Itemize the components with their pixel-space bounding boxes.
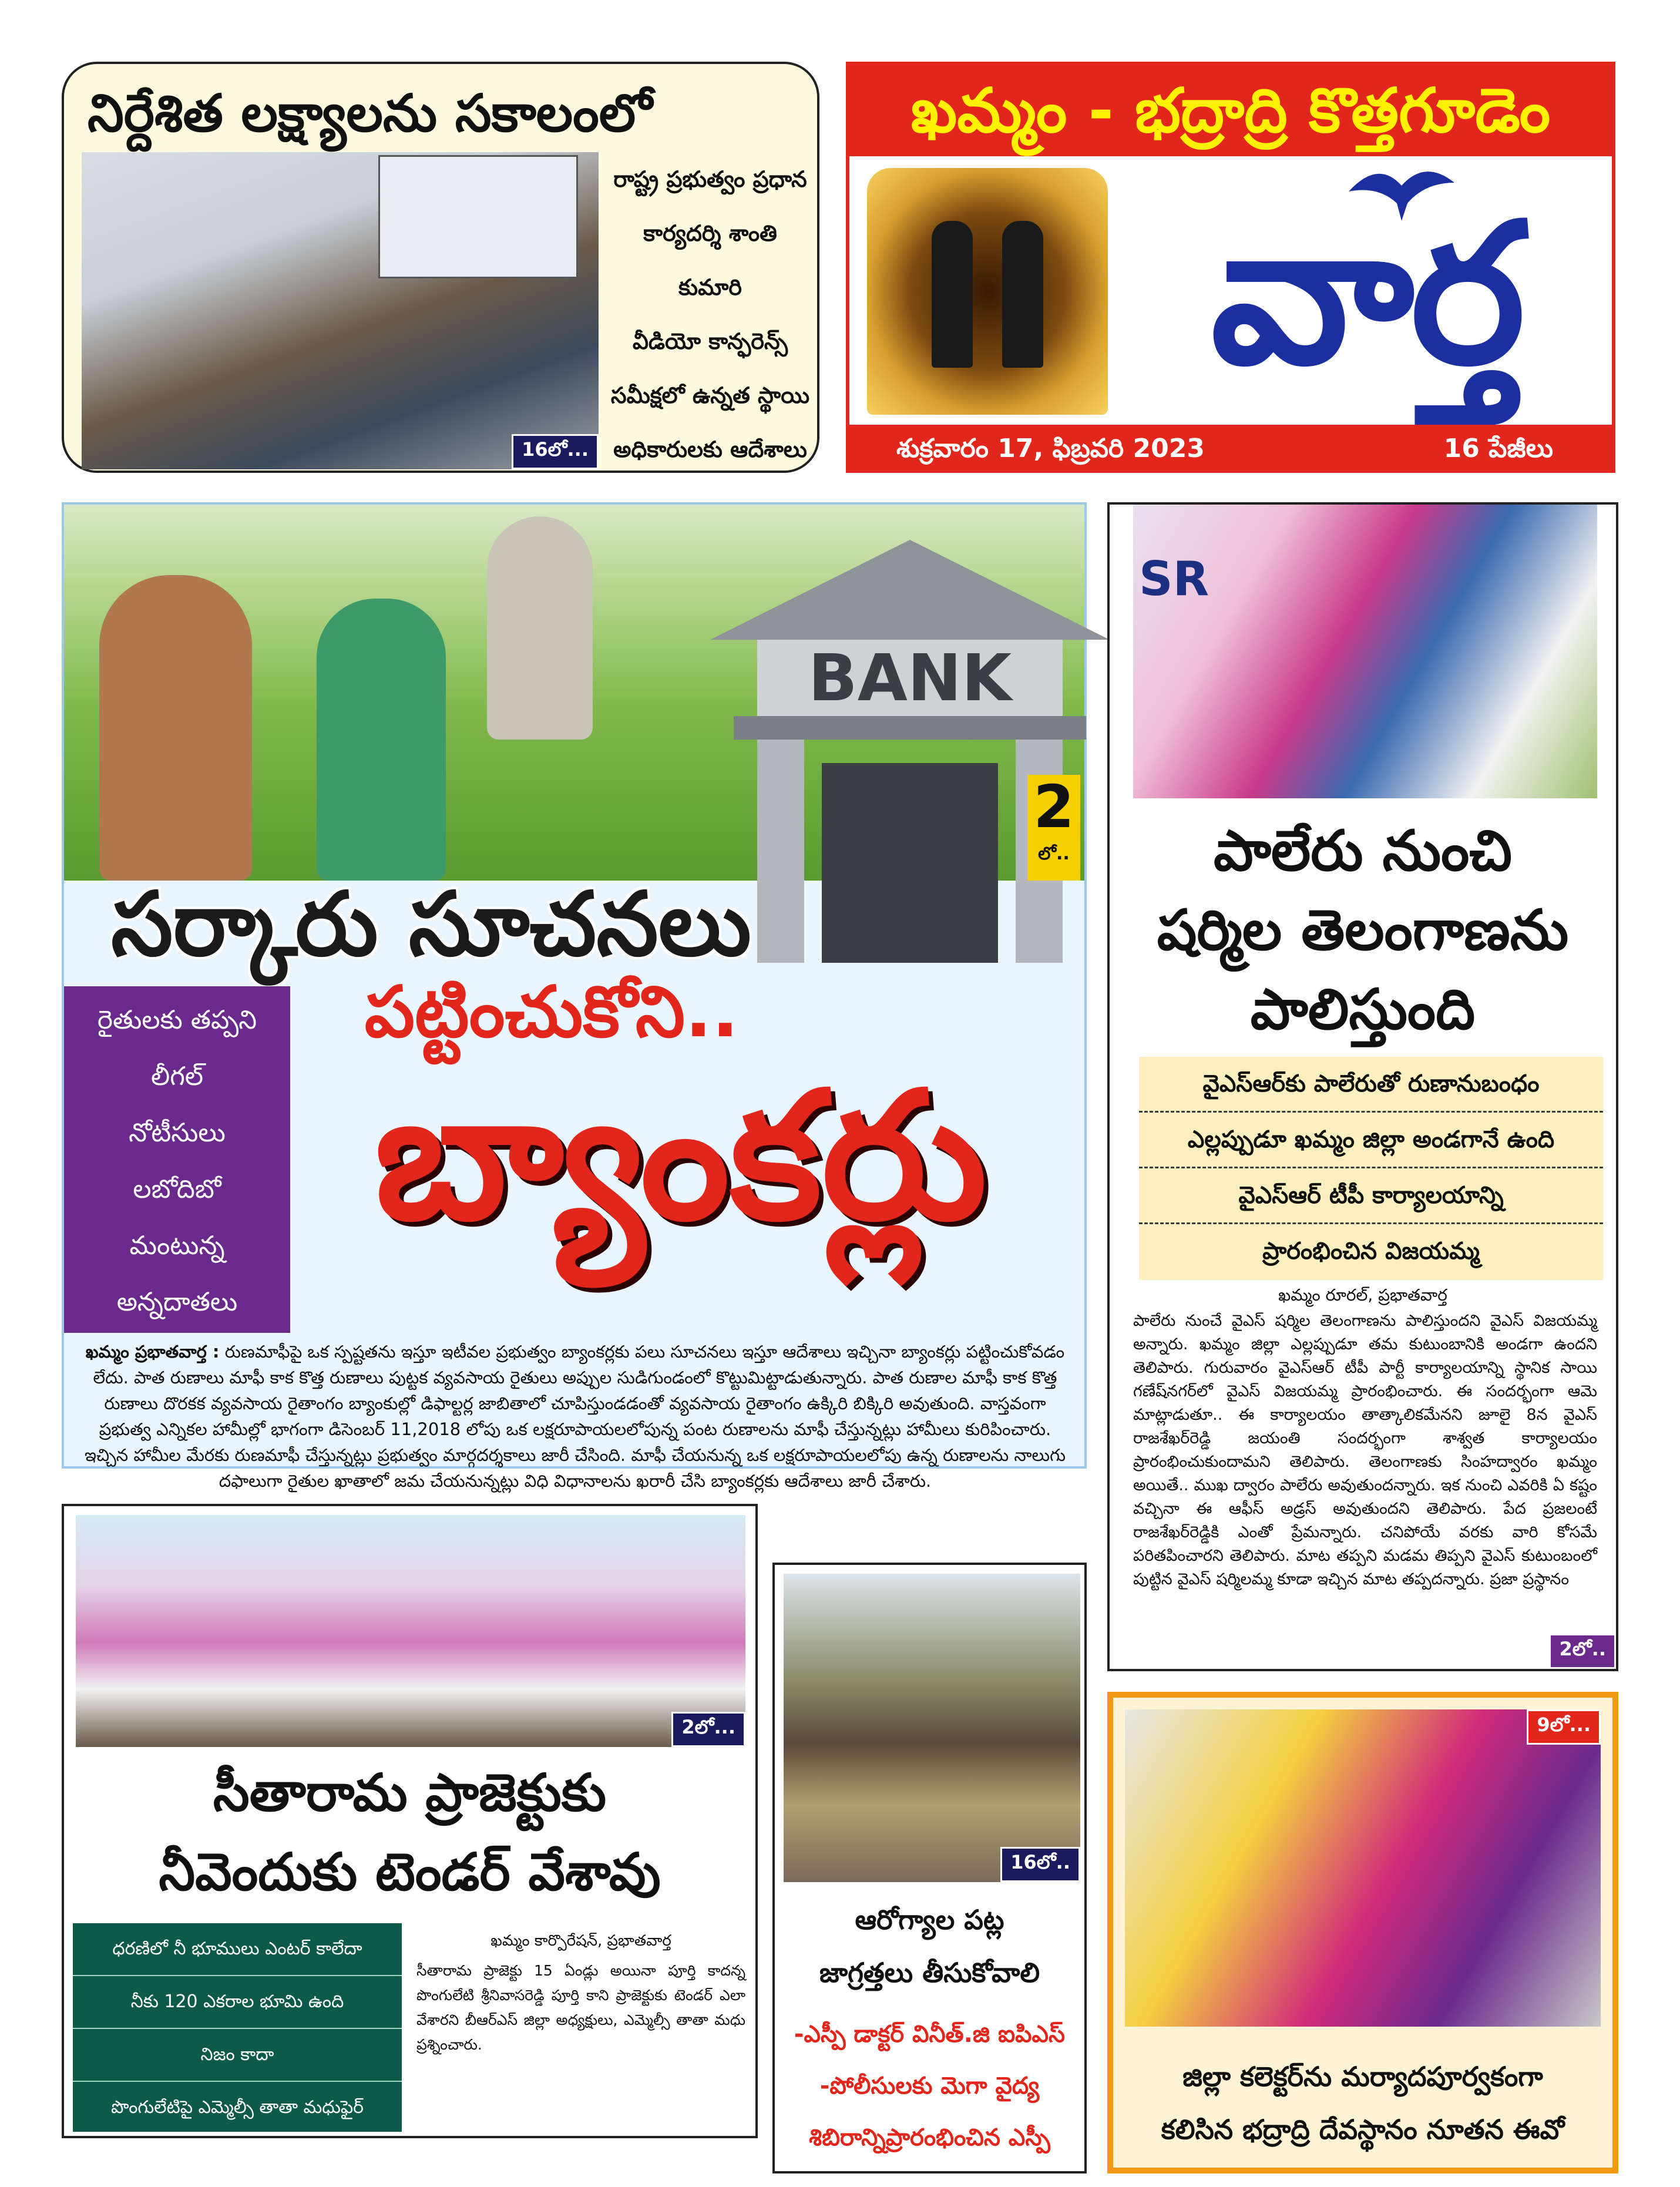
- green-line: పొంగులేటిపై ఎమ్మెల్సీ తాతా మధుఫైర్: [111, 2097, 364, 2118]
- bottom-mid-sub-line: -పోలీసులకు మెగా వైద్య: [819, 2072, 1040, 2099]
- page-ref-badge: 2లో..: [1549, 1634, 1616, 1669]
- vijayamma-photo: [1133, 505, 1597, 798]
- bottom-left-dateline: ఖమ్మం కార్పొరేషన్, ప్రభాతవార్త: [490, 1932, 671, 1950]
- issue-date: శుక్రవారం 17, ఫిబ్రవరి 2023: [896, 434, 1205, 463]
- collector-meeting-photo: [1125, 1709, 1601, 2027]
- right-body: పాలేరు నుంచే వైఎస్ షర్మిల తెలంగాణను పాలిస్తుందని వైఎస్ విజయమ్మ అన్నారు. ఖమ్మం జిల్లా ఎల్లప్పుడూ తమ కుటుంబానికి అండగా ఉందని తెలిపారు. గురువారం వైఎస్ఆర్ టీపీ పార్టీ కార్యాలయాన్ని స్థానిక సాయి గణేష్‌నగర్‌లో వైఎస్ విజయమ్మ ప్రారంభించారు. ఈ సందర్భంగా ఆమె మాట్లాడుతూ.. ఈ కార్యాలయం తాత్కాలికమేనని జూలై 8న వైఎస్ రాజశేఖర్‌రెడ్డి జయంతి సందర్భంగా శాశ్వత కార్యాలయం ప్రారంభించుకుందామని తెలిపారు. తెలంగాణకు సింహద్వారం ఖమ్మం అయితే.. ముఖ ద్వారం పాలేరు అవుతుందన్నారు. ఇక నుంచి ఎవరికి ఏ కష్టం వచ్చినా ఈ ఆఫీస్ అడ్రస్ అవుతుందని తెలిపారు. పేద ప్రజలంటే రాజశేఖర్‌రెడ్డికి ఎంతో ప్రేమన్నారు. చనిపోయే వరకు వారి కోసమే పరితపించారని తెలిపారు. మాట తప్పని మడమ తిప్పని వైఎస్ కుటుంబంలో పుట్టిన వైఎస్ షర్మిలమ్మ కూడా ఇచ్చిన మాట తప్పదన్నారు. ప్రజా ప్రస్థానం: [1133, 1312, 1597, 1588]
- lead-headline: బ్యాంకర్లు: [374, 1054, 987, 1259]
- temple-deity-image: [867, 168, 1108, 415]
- bottom-mid-story: [772, 1563, 1087, 2173]
- top-left-line: వీడియో కాన్ఫరెన్స్: [632, 328, 788, 354]
- bottom-left-body: సీతారామ ప్రాజెక్టు 15 ఏండ్లు అయినా పూర్తి కాదన్న పొంగులేటి శ్రీనివాసరెడ్డి పూర్తి కాని ప్రాజెక్టుకు టెండర్ ఎలా వేశారని బీఆర్ఎస్ జిల్లా అధ్యక్షులు, ఎమ్మెల్సీ తాతా మధు ప్రశ్నించారు.: [416, 1962, 745, 2053]
- page-ref-number: 2: [1033, 772, 1074, 841]
- meeting-photo: [82, 152, 599, 469]
- right-sub-line: ప్రారంభించిన విజయమ్మ: [1262, 1238, 1480, 1265]
- top-left-line: కార్యదర్శి శాంతి: [643, 220, 777, 246]
- top-left-line: రాష్ట్ర ప్రభుత్వం ప్రధాన: [613, 166, 807, 192]
- top-left-lines: [610, 152, 810, 476]
- right-sub-line: వైఎస్ఆర్ టీపీ కార్యాలయాన్ని: [1139, 1168, 1603, 1224]
- masthead: [846, 62, 1615, 473]
- side-line: లీగల్: [150, 1061, 204, 1091]
- banner-text: SR: [1139, 552, 1209, 606]
- bottom-mid-sub-line: శిబిరాన్నిప్రారంభించిన ఎస్పీ: [809, 2124, 1050, 2151]
- lead-dateline: ఖమ్మం ప్రభాతవార్త :: [85, 1342, 220, 1362]
- top-left-line: కుమారి: [678, 274, 742, 300]
- video-screen: [378, 155, 578, 278]
- paper-name: వార్త: [1211, 182, 1522, 407]
- lead-body: [76, 1339, 1074, 1494]
- bottom-left-story: [62, 1504, 758, 2138]
- bottom-right-caption-line: కలిసిన భద్రాద్రి దేవస్థానం నూతన ఈవో: [1161, 2114, 1565, 2145]
- lead-story: [62, 502, 1087, 1491]
- page-ref-badge: 9లో...: [1527, 1709, 1601, 1745]
- bottom-left-headline-line: సీతారామ ప్రాజెక్టుకు: [213, 1762, 607, 1823]
- right-headline-line: పాలిస్తుంది: [1250, 977, 1476, 1042]
- edition-bar: ఖమ్మం - భద్రాద్రి కొత్తగూడెం: [849, 65, 1612, 156]
- bank-sign: BANK: [757, 640, 1063, 716]
- bottom-right-caption-line: జిల్లా కలెక్టర్‌ను మర్యాదపూర్వకంగా: [1182, 2061, 1543, 2092]
- side-line: మంటున్న: [129, 1231, 225, 1261]
- lead-body-text: రుణమాఫీపై ఒక స్పష్టతను ఇస్తూ ఇటీవల ప్రభుత్వం బ్యాంకర్లకు పలు సూచనలు ఇస్తూ ఆదేశాలు ఇచ్చినా బ్యాంకర్లు పట్టించుకోవడం లేదు. పాత రుణాలు మాఫీ కాక కొత్త రుణాలు పుట్టక వ్యవసాయ రైతులు అప్పుల సుడిగుండంలో కొట్టుమిట్టాడుతున్నారు. పాత రుణాల మాఫీ కాక కొత్త రుణాలు దొరకక వ్యవసాయ రైతాంగం బ్యాంకుల్లో డిఫాల్టర్ల జాబితాలో చూపిస్తుండడంతో వ్యవసాయ రైతాంగం ఉక్కిరి బిక్కిరి అవుతుంది. వాస్తవంగా ప్రభుత్వ ఎన్నికల హామీల్లో భాగంగా డిసెంబర్ 11,2018 లోపు ఒక లక్షరూపాయలలోపున్న పంట రుణాలను మాఫీ చేస్తున్నట్లు హామీలు కురిపించారు. ఇచ్చిన హామీల మేరకు రుణమాఫీ చేస్తున్నట్లు ప్రభుత్వం మార్గదర్శకాలు జారీ చేసింది. మాఫీ చేయనున్న ఒక లక్షరూపాయలలోపు ఉన్న రుణాలను నాలుగు దఫాలుగా రైతుల ఖాతాలో జమ చేయనున్నట్లు విధి విధానాలను ఖరారీ చేసి బ్యాంకర్లకు ఆదేశాలు జారీ చేశారు.: [84, 1342, 1066, 1491]
- side-line: అన్నదాతలు: [116, 1287, 238, 1317]
- top-left-story: [62, 62, 819, 473]
- bottom-mid-headline-line: జాగ్రత్తలు తీసుకోవాలి: [819, 1957, 1040, 1988]
- side-line: లబోదిబో: [133, 1174, 221, 1204]
- side-line: నోటీసులు: [129, 1118, 226, 1148]
- right-sub-line: ఎల్లప్పుడూ ఖమ్మం జిల్లా అండగానే ఉంది: [1139, 1113, 1603, 1168]
- brs-meeting-photo: [76, 1515, 745, 1747]
- page-count: 16 పేజీలు: [1443, 434, 1553, 463]
- green-line: నీకు 120 ఎకరాల భూమి ఉంది: [73, 1976, 402, 2029]
- side-line: రైతులకు తప్పని: [97, 1005, 257, 1035]
- green-sub-box: [73, 1923, 402, 2132]
- right-dateline: ఖమ్మం రూరల్, ప్రభాతవార్త: [1278, 1285, 1447, 1305]
- top-left-line: సమీక్షలో ఉన్నత స్థాయి: [610, 382, 810, 408]
- right-story: [1107, 502, 1618, 1671]
- lead-kicker: సర్కారు సూచనలు: [111, 874, 751, 976]
- right-headline-line: షర్మిల తెలంగాణను: [1157, 898, 1569, 963]
- page-ref-badge: 2లో...: [671, 1712, 745, 1747]
- date-bar: [849, 425, 1612, 473]
- page-ref-badge: 16లో..: [1000, 1847, 1080, 1882]
- green-line: ధరణిలో నీ భూములు ఎంటర్ కాలేదా: [73, 1923, 402, 1976]
- police-camp-photo: [784, 1574, 1080, 1882]
- bottom-mid-sub: [775, 2008, 1084, 2164]
- top-left-line: అధికారులకు ఆదేశాలు: [613, 436, 807, 462]
- lead-subkicker: పట్టించుకోని..: [364, 972, 739, 1053]
- top-left-headline: నిర్దేశిత లక్ష్యాలను సకాలంలో: [88, 83, 653, 143]
- bottom-mid-sub-line: -ఎస్పీ డాక్టర్ వినీత్.జి ఐపిఎస్: [794, 2021, 1066, 2048]
- bottom-mid-headline-line: ఆరోగ్యాల పట్ల: [855, 1904, 1004, 1936]
- green-line: నిజం కాదా: [73, 2029, 402, 2082]
- page-ref-badge: [1027, 772, 1080, 881]
- bottom-right-story: [1107, 1692, 1618, 2173]
- lead-side-box: [64, 986, 290, 1333]
- right-sub-line: వైఎస్ఆర్‌కు పాలేరుతో రుణానుబంధం: [1139, 1057, 1603, 1113]
- right-headline-line: పాలేరు నుంచి: [1213, 819, 1513, 883]
- bottom-left-headline-line: నీవెందుకు టెండర్ వేశావు: [159, 1842, 661, 1902]
- page-ref-suffix: లో..: [1038, 844, 1070, 864]
- page-ref-badge: 16లో...: [512, 434, 599, 469]
- right-sub-box: [1139, 1057, 1603, 1280]
